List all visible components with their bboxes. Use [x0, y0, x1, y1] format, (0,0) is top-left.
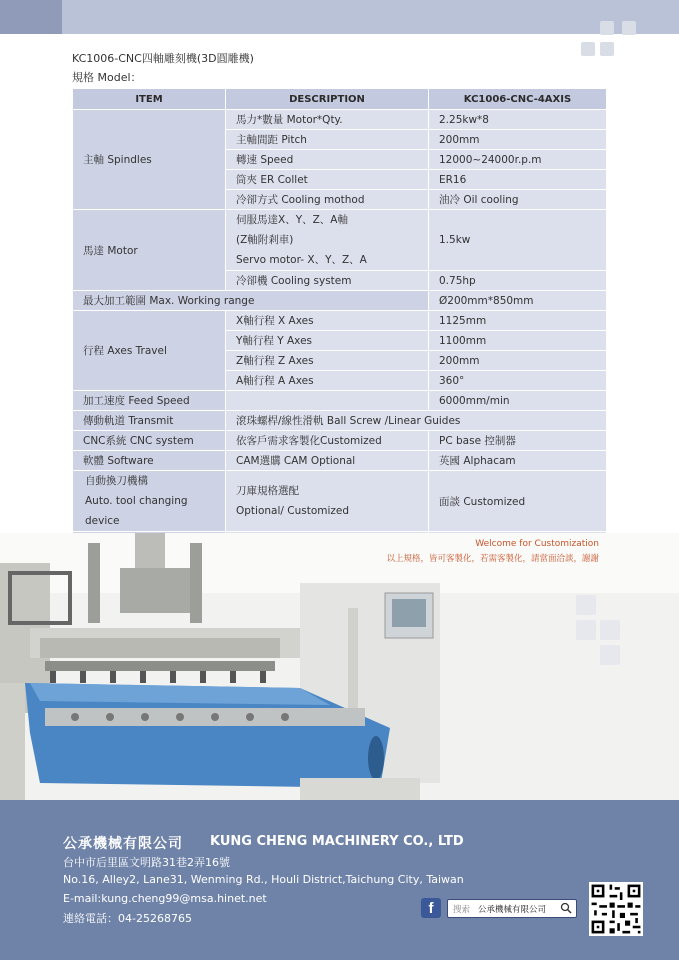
desc-cell: Z軸行程 Z Axes [226, 351, 429, 371]
value-cell: 1100mm [429, 331, 607, 351]
desc-line: 伺服馬達X、Y、Z、A軸 [236, 214, 348, 226]
machine-photo [0, 533, 679, 800]
item-atc [73, 471, 226, 532]
desc-line: Optional/ Customized [236, 505, 350, 517]
decorative-square [622, 21, 636, 35]
phone: 連絡電話：04-25268765 [63, 912, 192, 925]
company-name-zh: 公承機械有限公司 [63, 836, 183, 852]
welcome-text: Welcome for Customization [475, 539, 599, 549]
value-cell: 360° [429, 371, 607, 391]
search-text: 公承機械有限公司 [478, 905, 547, 915]
item-motor: 馬達 Motor [73, 210, 226, 291]
search-prefix: 搜索 [453, 905, 471, 915]
table-row [73, 391, 607, 411]
desc-line: Servo motor- X、Y、Z、A [236, 254, 367, 266]
value-cell: 2.25kw*8 [429, 110, 607, 130]
item-working-range: 最大加工範圍 Max. Working range [73, 291, 429, 311]
item-axes-travel: 行程 Axes Travel [73, 311, 226, 391]
item-software: 軟體 Software [73, 451, 226, 471]
model-label: 規格 Model： [72, 71, 142, 84]
qr-code-icon [589, 882, 643, 936]
desc-cell: 轉速 Speed [226, 150, 429, 170]
customization-note: 以上規格，皆可客製化，若需客製化，請當面洽談，謝謝 [386, 554, 599, 564]
value-cell: 6000mm/min [429, 391, 607, 411]
desc-cell: CAM選購 CAM Optional [226, 451, 429, 471]
table-row [73, 311, 607, 331]
table-header-row [73, 89, 607, 110]
value-cell: 200mm [429, 130, 607, 150]
value-cell: PC base 控制器 [429, 431, 607, 451]
value-cell: 200mm [429, 351, 607, 371]
table-row [73, 411, 607, 431]
desc-cell: 冷卻方式 Cooling mothod [226, 190, 429, 210]
facebook-search-box[interactable] [447, 899, 577, 918]
decorative-square [600, 620, 620, 640]
item-transmit: 傳動軌道 Transmit [73, 411, 226, 431]
desc-cell: 馬力*數量 Motor*Qty. [226, 110, 429, 130]
header-description: DESCRIPTION [226, 89, 429, 110]
decorative-square [600, 42, 614, 56]
table-row [73, 471, 607, 532]
table-row [73, 291, 607, 311]
facebook-icon[interactable]: f [421, 898, 441, 918]
value-cell: 面談 Customized [429, 471, 607, 532]
item-line: 自動換刀機構 [85, 475, 148, 487]
value-cell: 油冷 Oil cooling [429, 190, 607, 210]
desc-cell [226, 391, 429, 411]
table-row [73, 431, 607, 451]
item-feed-speed: 加工速度 Feed Speed [73, 391, 226, 411]
decorative-square [576, 595, 596, 615]
table-row [73, 451, 607, 471]
table-row [73, 210, 607, 271]
footer [0, 800, 679, 960]
value-cell: Ø200mm*850mm [429, 291, 607, 311]
top-band [0, 0, 679, 34]
desc-cell: X軸行程 X Axes [226, 311, 429, 331]
desc-cell: 滾珠螺桿/線性滑軌 Ball Screw /Linear Guides [226, 411, 607, 431]
value-cell: 0.75hp [429, 271, 607, 291]
table-row [73, 110, 607, 130]
page-title: KC1006-CNC四軸雕刻機(3D圓雕機) [72, 52, 254, 65]
header-model: KC1006-CNC-4AXIS [429, 89, 607, 110]
desc-cell: 冷卻機 Cooling system [226, 271, 429, 291]
pointer-hand-icon [560, 902, 572, 914]
company-name-en: KUNG CHENG MACHINERY CO., LTD [210, 834, 464, 849]
address-en: No.16, Alley2, Lane31, Wenming Rd., Houli District,Taichung City, Taiwan [63, 873, 464, 886]
item-spindles: 主軸 Spindles [73, 110, 226, 210]
value-cell: ER16 [429, 170, 607, 190]
desc-cell: 依客戶需求客製化Customized [226, 431, 429, 451]
desc-cell: 主軸間距 Pitch [226, 130, 429, 150]
item-cnc-system: CNC系統 CNC system [73, 431, 226, 451]
address-zh: 台中市后里區文明路31巷2弄16號 [63, 856, 230, 869]
top-left-strip [0, 0, 62, 34]
desc-cell [226, 471, 429, 532]
value-cell: 1.5kw [429, 210, 607, 271]
decorative-square [581, 42, 595, 56]
value-cell: 英國 Alphacam [429, 451, 607, 471]
decorative-square [600, 645, 620, 665]
desc-line: (Z軸附剎車) [236, 234, 294, 246]
decorative-square [600, 21, 614, 35]
desc-cell: 筒夾 ER Collet [226, 170, 429, 190]
desc-cell: A軸行程 A Axes [226, 371, 429, 391]
desc-line: 刀庫規格選配 [236, 485, 299, 497]
email[interactable]: E-mail:kung.cheng99@msa.hinet.net [63, 892, 267, 905]
value-cell: 12000~24000r.p.m [429, 150, 607, 170]
header-item: ITEM [73, 89, 226, 110]
spec-table [72, 88, 607, 552]
decorative-square [576, 620, 596, 640]
value-cell: 1125mm [429, 311, 607, 331]
desc-cell: Y軸行程 Y Axes [226, 331, 429, 351]
desc-cell [226, 210, 429, 271]
item-line: Auto. tool changing device [85, 495, 188, 527]
